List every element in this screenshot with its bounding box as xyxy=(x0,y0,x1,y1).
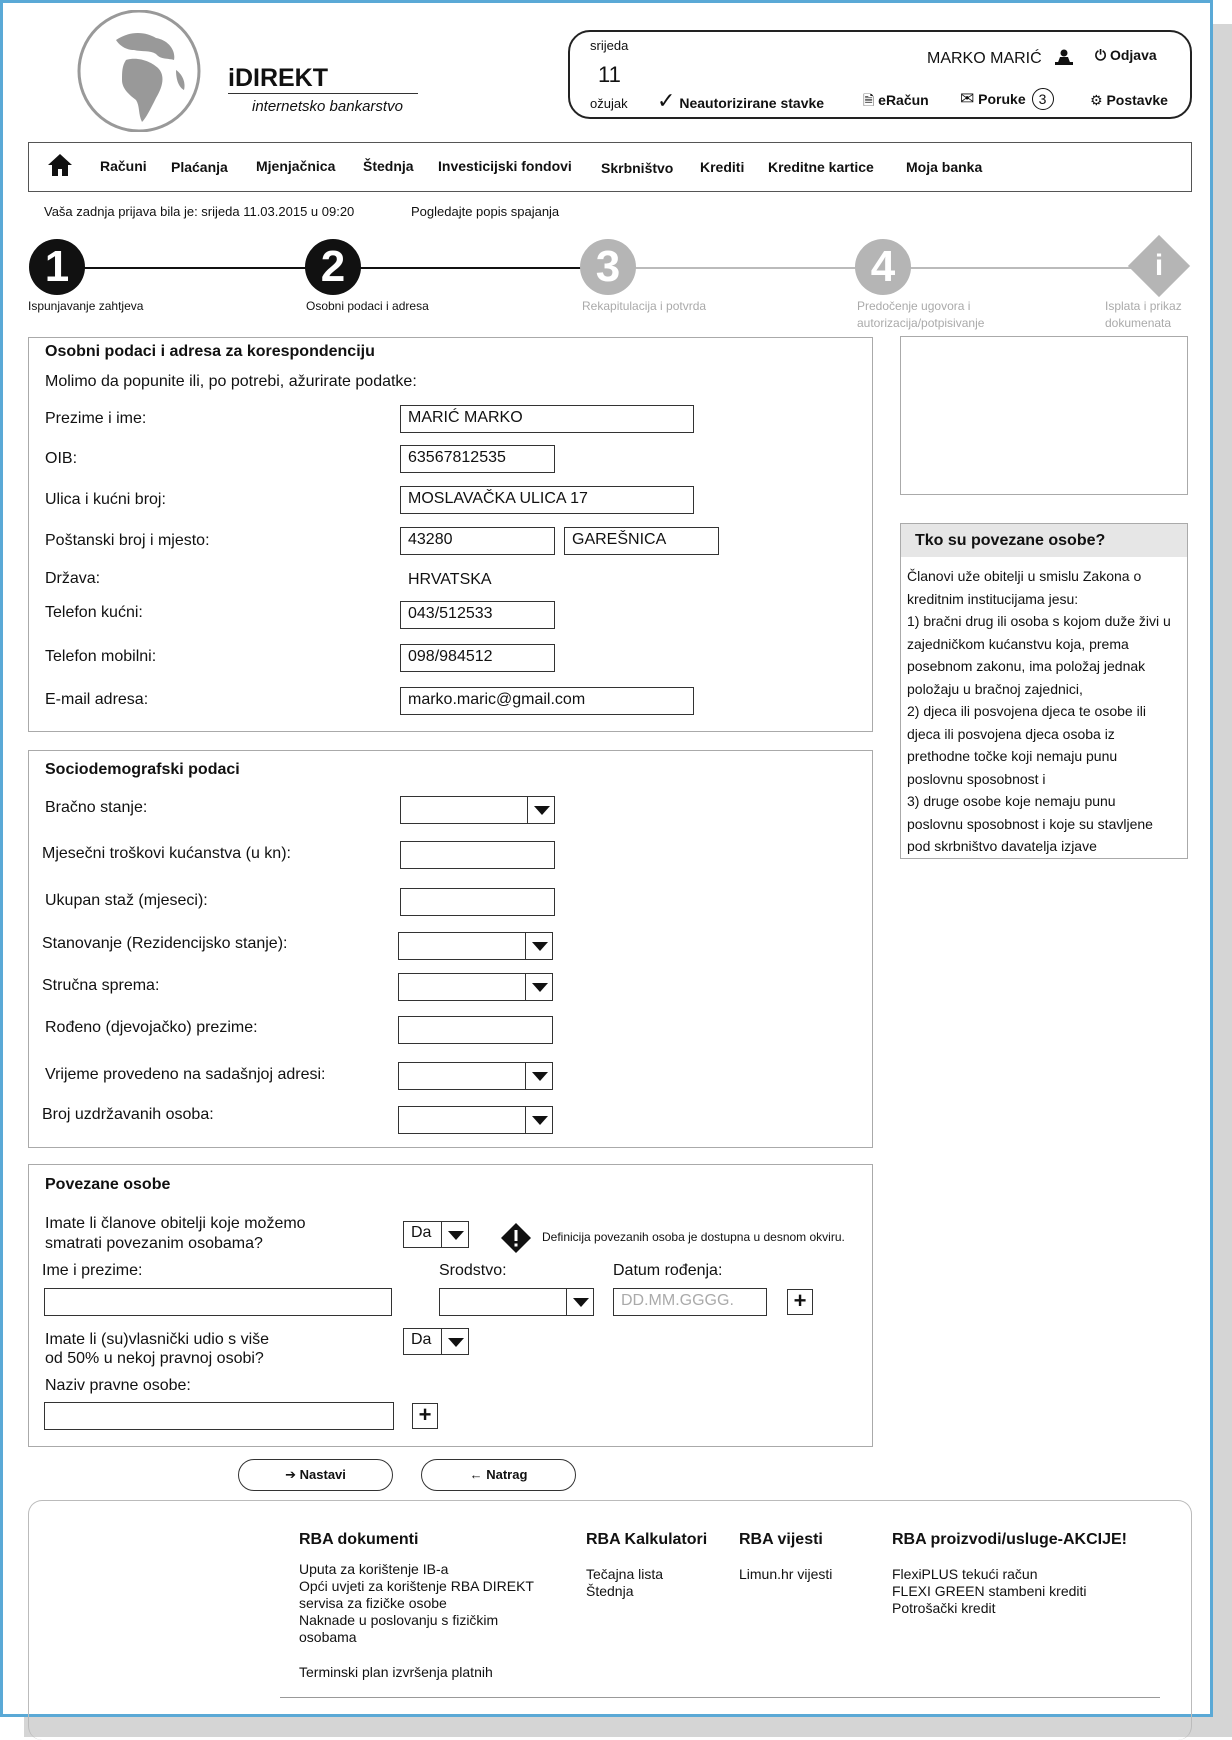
nav-item-accounts[interactable]: Računi xyxy=(100,158,147,174)
add-related-person-button[interactable]: + xyxy=(787,1289,813,1315)
nav-item-my-bank[interactable]: Moja banka xyxy=(906,159,983,175)
city-field[interactable]: GAREŠNICA xyxy=(564,527,719,555)
relation-label: Srodstvo: xyxy=(439,1262,507,1279)
footer-docs-list xyxy=(299,1561,534,1646)
ownership-question-line1: Imate li (su)vlasnički udio s više xyxy=(45,1331,270,1348)
info-line: 1) bračni drug ili osoba s kojom duže živi u xyxy=(907,613,1171,629)
info-line: položaju u bračnoj zajednici, xyxy=(907,680,1083,697)
family-question-line2: smatrati povezanim osobama? xyxy=(45,1235,263,1252)
date-month: ožujak xyxy=(590,96,628,111)
name-label: Prezime i ime: xyxy=(45,410,147,427)
full-name-label: Ime i prezime: xyxy=(42,1262,143,1279)
step-2-label: Osobni podaci i adresa xyxy=(306,299,429,313)
footer-docs-link[interactable]: osobama xyxy=(299,1629,357,1645)
nav-item-savings[interactable]: Štednja xyxy=(363,158,414,174)
back-button[interactable] xyxy=(421,1459,576,1491)
footer-docs-extra-link[interactable]: Terminski plan izvršenja platnih xyxy=(299,1664,493,1680)
footer-divider xyxy=(280,1697,1160,1698)
country-label: Država: xyxy=(45,570,101,587)
ownership-question-select[interactable] xyxy=(403,1328,469,1355)
brand-underline xyxy=(228,93,418,94)
gear-icon: ⚙ xyxy=(1090,92,1103,108)
user-icon xyxy=(1055,48,1073,66)
messages-label: Poruke xyxy=(978,91,1026,107)
mobile-phone-field[interactable]: 098/984512 xyxy=(400,644,555,672)
related-full-name-field[interactable] xyxy=(44,1288,392,1316)
footer-docs-link[interactable]: Opći uvjeti za korištenje RBA DIREKT xyxy=(299,1578,534,1594)
arrow-left-icon: ← xyxy=(469,1467,483,1482)
footer-docs-title: RBA dokumenti xyxy=(299,1531,419,1548)
chevron-down-icon xyxy=(527,797,554,823)
step-2-circle: 2 xyxy=(305,239,361,295)
step-3-circle: 3 xyxy=(580,239,636,295)
footer-promo-link[interactable]: FLEXI GREEN stambeni krediti xyxy=(892,1583,1087,1599)
messages-link[interactable] xyxy=(960,88,1054,110)
home-icon[interactable] xyxy=(47,153,73,177)
footer-docs-link[interactable]: Naknade u poslovanju s fizičkim xyxy=(299,1612,499,1628)
connections-link[interactable]: Pogledajte popis spajanja xyxy=(411,204,560,219)
info-line: Članovi uže obitelji u smislu Zakona o xyxy=(907,568,1142,584)
footer-news-title: RBA vijesti xyxy=(739,1531,823,1548)
settings-label: Postavke xyxy=(1106,92,1168,108)
postal-label: Poštanski broj i mjesto: xyxy=(45,532,210,549)
name-field[interactable]: MARIĆ MARKO xyxy=(400,405,694,433)
arrow-right-icon: ➔ xyxy=(285,1467,297,1482)
home-phone-field[interactable]: 043/512533 xyxy=(400,601,555,629)
nav-item-payments[interactable]: Plaćanja xyxy=(171,159,228,175)
info-line: pod skrbništvo davatelja izjave xyxy=(907,838,1097,854)
nav-item-investment-funds[interactable]: Investicijski fondovi xyxy=(438,158,572,174)
oib-label: OIB: xyxy=(45,450,78,467)
step-info-label-line1: Isplata i prikaz xyxy=(1105,299,1182,313)
related-persons-info-text xyxy=(907,565,1189,858)
einvoice-label: eRačun xyxy=(878,92,929,108)
einvoice-link[interactable] xyxy=(863,90,929,114)
family-question-select[interactable] xyxy=(403,1221,469,1248)
footer-promo-list xyxy=(892,1566,1087,1617)
logout-icon: ⏻ xyxy=(1095,47,1107,63)
legal-entity-label: Naziv pravne osobe: xyxy=(45,1377,191,1394)
street-field[interactable]: MOSLAVAČKA ULICA 17 xyxy=(400,486,694,514)
dob-label: Datum rođenja: xyxy=(613,1262,723,1279)
date-day-number: 11 xyxy=(598,62,621,87)
marital-status-label: Bračno stanje: xyxy=(45,799,148,816)
chevron-down-icon xyxy=(525,974,552,1000)
mobile-phone-label: Telefon mobilni: xyxy=(45,648,157,665)
footer-news-list xyxy=(739,1566,832,1583)
education-label: Stručna sprema: xyxy=(42,977,160,994)
warning-icon xyxy=(500,1222,532,1254)
tenure-field[interactable] xyxy=(400,888,555,916)
legal-entity-field[interactable] xyxy=(44,1402,394,1430)
housing-label: Stanovanje (Rezidencijsko stanje): xyxy=(42,935,288,952)
address-time-select[interactable] xyxy=(398,1062,553,1090)
messages-count-badge: 3 xyxy=(1032,88,1054,110)
checkmark-icon: ✓ xyxy=(657,88,676,113)
family-question-line1: Imate li članove obitelji koje možemo xyxy=(45,1215,306,1232)
maiden-name-label: Rođeno (djevojačko) prezime: xyxy=(45,1019,258,1036)
socio-data-title: Sociodemografski podaci xyxy=(45,761,240,778)
nav-item-credit-cards[interactable]: Kreditne kartice xyxy=(768,159,874,175)
personal-data-title: Osobni podaci i adresa za korespondenciju xyxy=(45,343,375,360)
related-persons-info-title: Tko su povezane osobe? xyxy=(915,532,1106,549)
footer-promo-title: RBA proizvodi/usluge-AKCIJE! xyxy=(892,1531,1127,1548)
relation-select[interactable] xyxy=(439,1288,594,1316)
next-button-label: Nastavi xyxy=(299,1467,346,1482)
footer-calc-link[interactable]: Štednja xyxy=(586,1583,634,1599)
footer-calc-list xyxy=(586,1566,663,1600)
street-label: Ulica i kućni broj: xyxy=(45,491,166,508)
address-time-label: Vrijeme provedeno na sadašnjoj adresi: xyxy=(45,1066,326,1083)
family-question-value: Da xyxy=(411,1224,432,1241)
date-day-name: srijeda xyxy=(590,38,629,53)
postal-code-field[interactable]: 43280 xyxy=(400,527,555,555)
settings-link[interactable] xyxy=(1090,92,1168,109)
add-legal-entity-button[interactable]: + xyxy=(412,1403,438,1429)
info-line: djeca ili posvojena djeca osoba iz xyxy=(907,725,1115,742)
ownership-question-line2: od 50% u nekoj pravnoj osobi? xyxy=(45,1350,264,1367)
footer-news-link[interactable]: Limun.hr vijesti xyxy=(739,1566,833,1582)
country-value: HRVATSKA xyxy=(408,571,492,588)
email-field[interactable]: marko.maric@gmail.com xyxy=(400,687,694,715)
globe-logo xyxy=(76,10,202,132)
footer-docs-link[interactable]: servisa za fizičke osobe xyxy=(299,1595,447,1611)
chevron-down-icon xyxy=(525,1063,552,1089)
footer-docs-link[interactable]: Uputa za korištenje IB-a xyxy=(299,1561,449,1577)
envelope-icon: ✉ xyxy=(960,89,975,108)
household-costs-label: Mjesečni troškovi kućanstva (u kn): xyxy=(42,845,291,862)
related-info-text: Definicija povezanih osoba je dostupna u desnom okviru. xyxy=(542,1230,845,1244)
back-button-label: Natrag xyxy=(486,1467,528,1482)
unauthorized-items-link[interactable] xyxy=(657,88,824,114)
logout-link[interactable] xyxy=(1095,47,1157,64)
brand-name: iDIREKT xyxy=(228,64,328,92)
unauthorized-items-label: Neautorizirane stavke xyxy=(679,95,825,111)
ownership-question-value: Da xyxy=(411,1331,432,1348)
chevron-down-icon xyxy=(441,1222,468,1247)
footer-calc-title: RBA Kalkulatori xyxy=(586,1531,708,1548)
oib-field[interactable]: 63567812535 xyxy=(400,445,555,473)
step-1-circle: 1 xyxy=(29,239,85,295)
logout-label: Odjava xyxy=(1109,47,1157,63)
education-select[interactable] xyxy=(398,973,553,1001)
tenure-label: Ukupan staž (mjeseci): xyxy=(45,892,208,909)
step-4-label-line2: autorizacija/potpisivanje xyxy=(857,316,985,330)
housing-select[interactable] xyxy=(398,932,553,960)
footer-calc-link[interactable]: Tečajna lista xyxy=(586,1566,664,1582)
personal-data-intro: Molimo da popunite ili, po potrebi, ažurirate podatke: xyxy=(45,373,417,390)
dob-field[interactable]: DD.MM.GGGG. xyxy=(613,1288,767,1316)
next-button[interactable] xyxy=(238,1459,393,1491)
nav-item-loans[interactable]: Krediti xyxy=(700,159,745,175)
chevron-down-icon xyxy=(525,933,552,959)
dependents-select[interactable] xyxy=(398,1106,553,1134)
last-login-text: Vaša zadnja prijava bila je: srijeda 11.03.2015 u 09:20 xyxy=(44,204,355,219)
info-line: 2) djeca ili posvojena djeca te osobe ili xyxy=(907,703,1146,719)
document-icon: 🗎 xyxy=(863,92,875,108)
step-1-label: Ispunjavanje zahtjeva xyxy=(28,299,144,313)
nav-item-exchange[interactable]: Mjenjačnica xyxy=(256,158,336,174)
info-line: 3) druge osobe koje nemaju punu xyxy=(907,793,1116,809)
info-line: zajedničkom kućanstvu koja, prema xyxy=(907,635,1129,652)
info-line: posebnom zakonu, ima položaj jednak xyxy=(907,658,1146,674)
marital-status-select[interactable] xyxy=(400,796,555,824)
step-3-label: Rekapitulacija i potvrda xyxy=(582,299,707,313)
email-label: E-mail adresa: xyxy=(45,691,149,708)
info-line: poslovnu sposobnost i koje su stavljene xyxy=(907,815,1153,832)
brand-subtitle: internetsko bankarstvo xyxy=(252,98,403,115)
step-info-label-line2: dokumenata xyxy=(1105,316,1172,330)
nav-item-custody[interactable]: Skrbništvo xyxy=(601,160,674,176)
dependents-label: Broj uzdržavanih osoba: xyxy=(42,1106,214,1123)
related-persons-title: Povezane osobe xyxy=(45,1176,171,1193)
step-4-circle: 4 xyxy=(855,239,911,295)
chevron-down-icon xyxy=(441,1329,468,1354)
sidebar-empty-box xyxy=(900,336,1188,495)
info-line: kreditnim institucijama jesu: xyxy=(907,590,1079,607)
info-line: prethodne točke koji nemaju punu xyxy=(907,748,1118,764)
step-info-label: i xyxy=(1154,249,1164,282)
step-4-label-line1: Predočenje ugovora i xyxy=(857,299,971,313)
chevron-down-icon xyxy=(566,1289,593,1315)
footer-promo-link[interactable]: Potrošački kredit xyxy=(892,1600,996,1616)
home-phone-label: Telefon kućni: xyxy=(45,604,143,621)
maiden-name-field[interactable] xyxy=(398,1016,553,1044)
footer-promo-link[interactable]: FlexiPLUS tekući račun xyxy=(892,1566,1038,1582)
user-name: MARKO MARIĆ xyxy=(927,50,1042,67)
chevron-down-icon xyxy=(525,1107,552,1133)
info-line: poslovnu sposobnost i xyxy=(907,770,1046,787)
household-costs-field[interactable] xyxy=(400,841,555,869)
